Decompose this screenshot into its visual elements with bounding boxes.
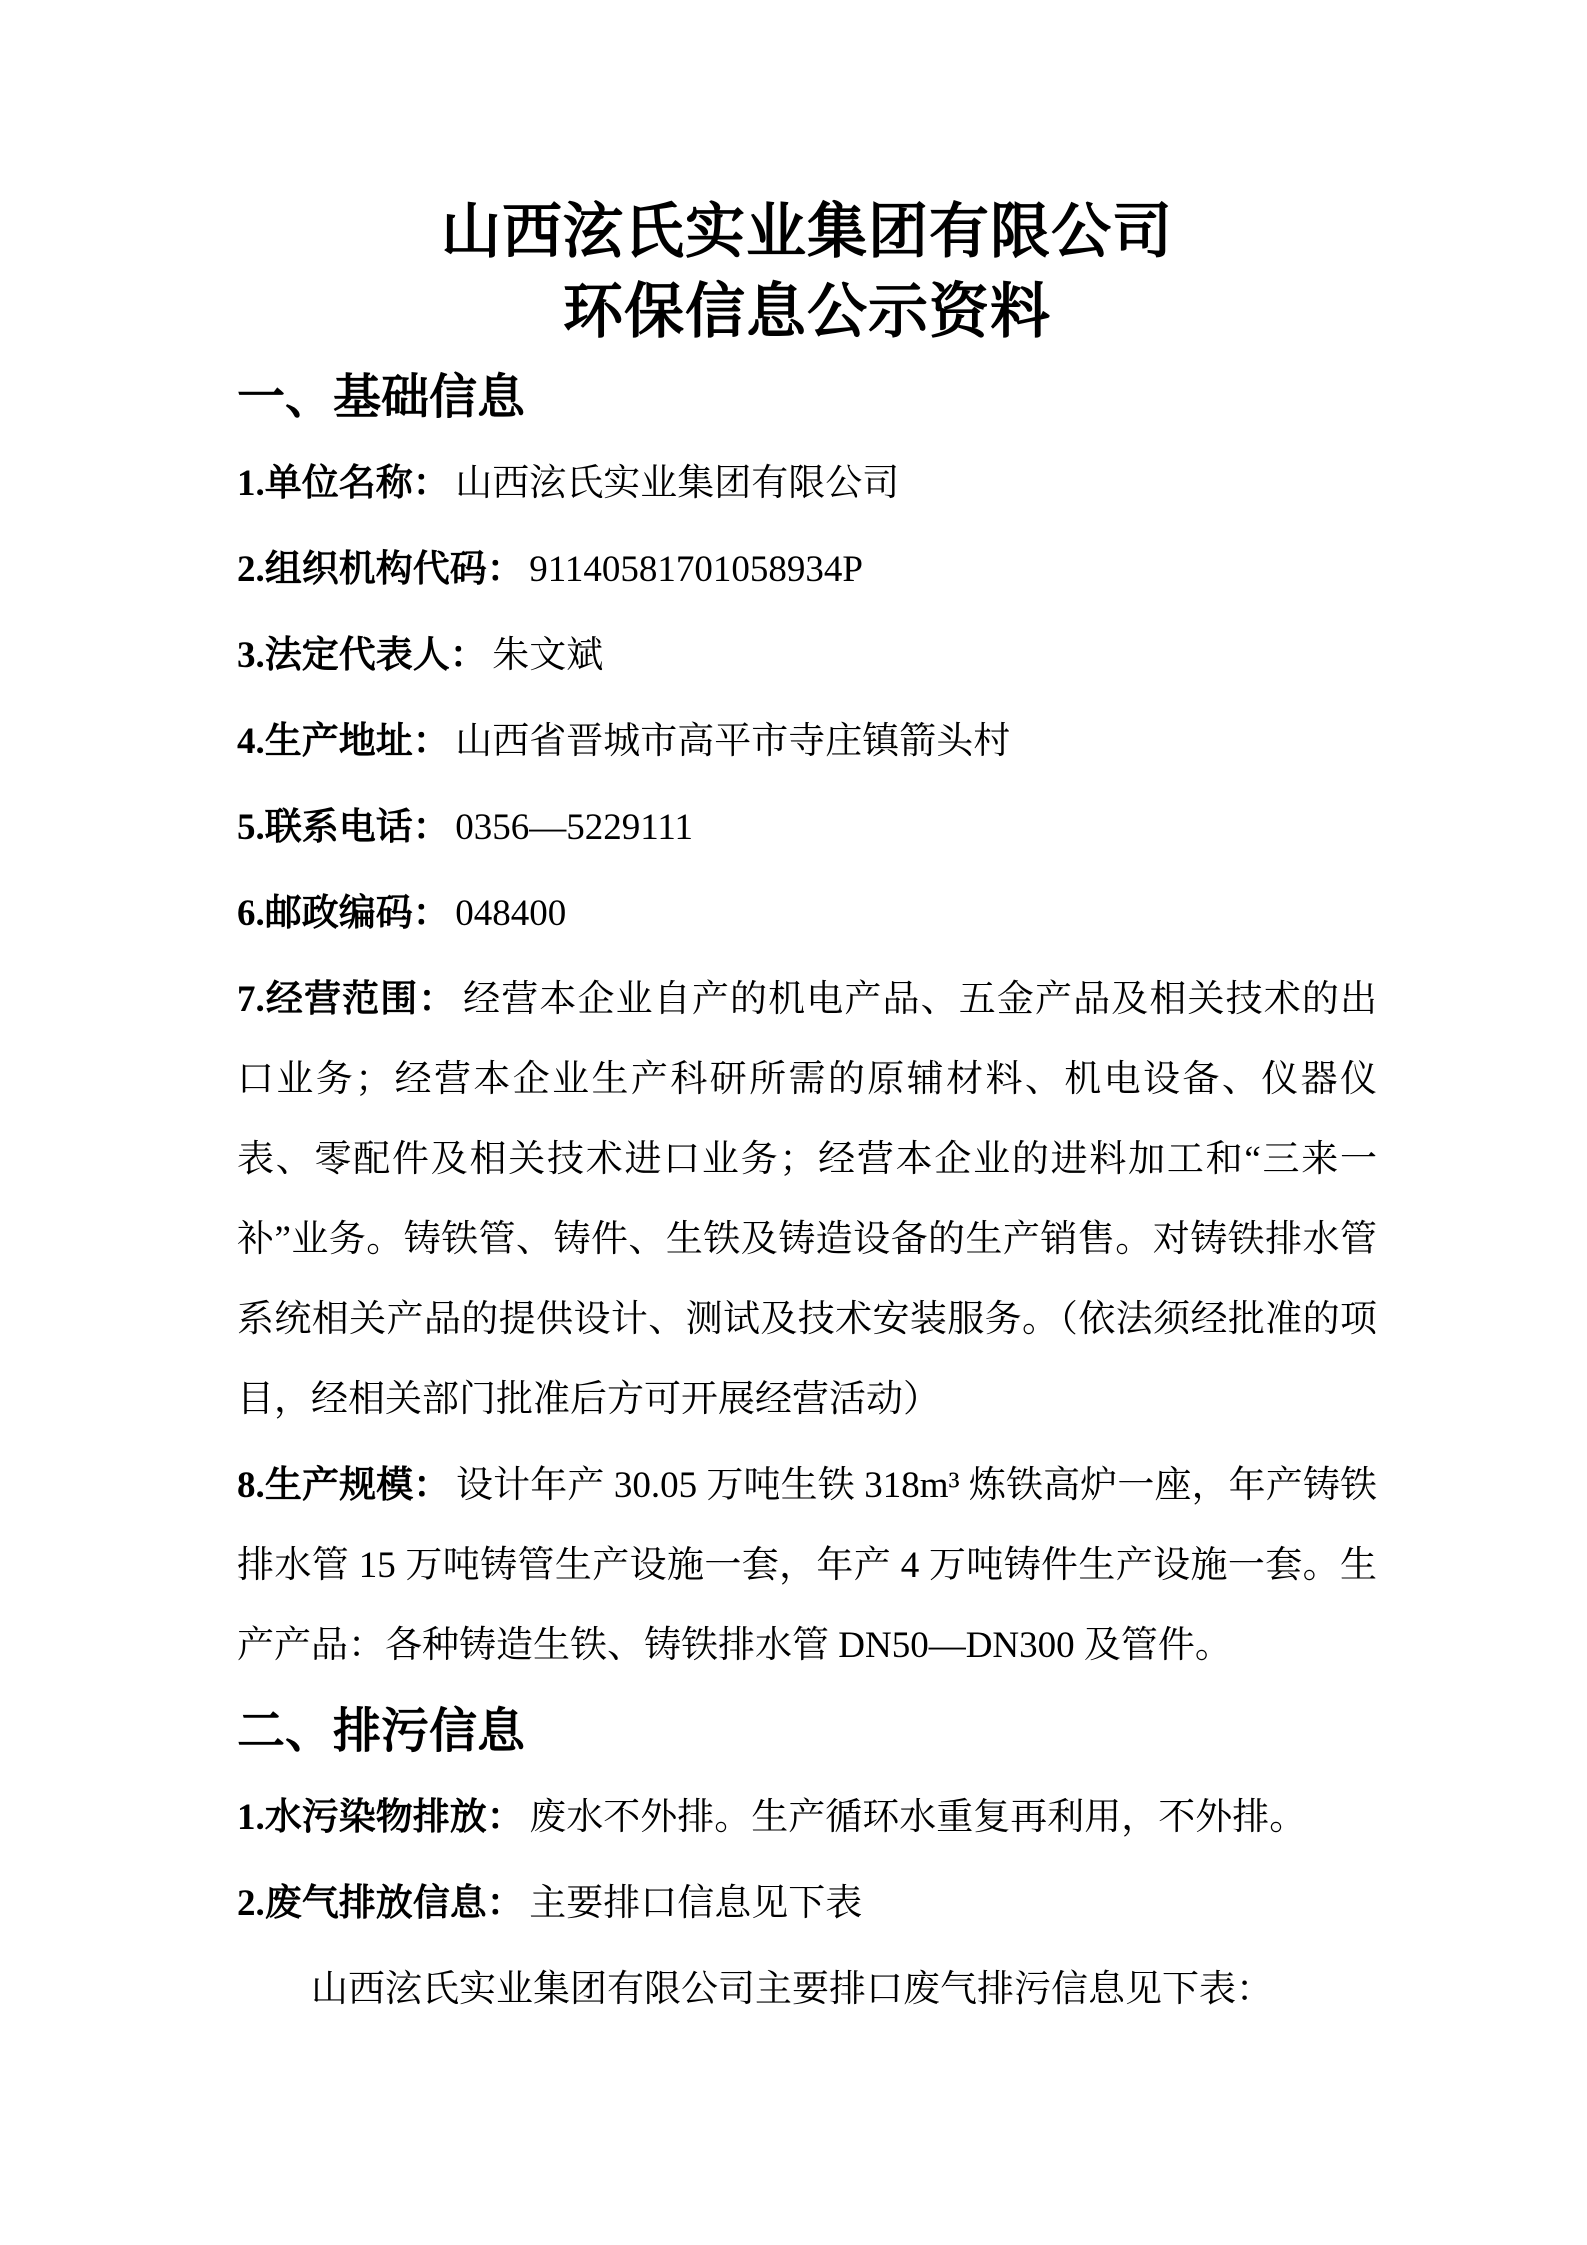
field-business-scope	[237, 960, 1377, 1440]
field-org-code-value: 91140581701058934P	[529, 549, 864, 590]
field-company-name	[237, 444, 1377, 524]
document-title-line2: 环保信息公示资料	[563, 279, 1051, 345]
field-production-scale	[237, 1446, 1377, 1686]
field-phone-label: 5.联系电话：	[237, 807, 450, 848]
field-water-pollutant-discharge-value: 废水不外排。生产循环水重复再利用，不外排。	[529, 1797, 1307, 1838]
field-legal-representative	[237, 616, 1377, 696]
field-exhaust-gas-info	[237, 1864, 1377, 1944]
field-org-code-label: 2.组织机构代码：	[237, 549, 524, 590]
section-heading-basic-info: 一、基础信息	[237, 371, 526, 424]
field-production-scale-label: 8.生产规模：	[237, 1465, 451, 1506]
field-company-name-label: 1.单位名称：	[237, 463, 450, 504]
field-company-name-value: 山西泫氏实业集团有限公司	[455, 463, 900, 504]
field-water-pollutant-discharge-label: 1.水污染物排放：	[237, 1797, 524, 1838]
field-production-address-value: 山西省晋城市高平市寺庄镇箭头村	[455, 721, 1011, 762]
field-business-scope-label: 7.经营范围：	[237, 979, 457, 1020]
note-table-intro: 山西泫氏实业集团有限公司主要排口废气排污信息见下表：	[311, 1969, 1273, 2010]
field-production-address-label: 4.生产地址：	[237, 721, 450, 762]
document-title	[237, 192, 1377, 352]
field-postal-code-value: 048400	[455, 893, 567, 934]
field-exhaust-gas-info-label: 2.废气排放信息：	[237, 1883, 524, 1924]
field-production-address	[237, 702, 1377, 782]
field-postal-code	[237, 874, 1377, 954]
field-phone	[237, 788, 1377, 868]
field-legal-representative-label: 3.法定代表人：	[237, 635, 487, 676]
field-business-scope-value: 经营本企业自产的机电产品、五金产品及相关技术的出口业务；经营本企业生产科研所需的原辅材料、机电设备、仪器仪表、零配件及相关技术进口业务；经营本企业的进料加工和“三来一补”业务。铸铁管、铸件、生铁及铸造设备的生产销售。对铸铁排水管系统相关产品的提供设计、测试及技术安装服务。（依法须经批准的项目，经相关部门批准后方可开展经营活动）	[237, 979, 1378, 1420]
field-phone-value: 0356—5229111	[455, 807, 694, 848]
field-exhaust-gas-info-value: 主要排口信息见下表	[529, 1883, 863, 1924]
field-org-code	[237, 530, 1377, 610]
document-title-line1: 山西泫氏实业集团有限公司	[441, 199, 1173, 265]
field-production-scale-value: 设计年产 30.05 万吨生铁 318m³ 炼铁高炉一座，年产铸铁排水管 15 万吨铸管生产设施一套，年产 4 万吨铸件生产设施一套。生产产品：各种铸造生铁、铸铁排水管 DN50—DN300 及管件。	[237, 1465, 1378, 1666]
field-legal-representative-value: 朱文斌	[492, 635, 604, 676]
section-heading-discharge-info: 二、排污信息	[237, 1705, 526, 1758]
field-postal-code-label: 6.邮政编码：	[237, 893, 450, 934]
field-water-pollutant-discharge	[237, 1778, 1377, 1858]
